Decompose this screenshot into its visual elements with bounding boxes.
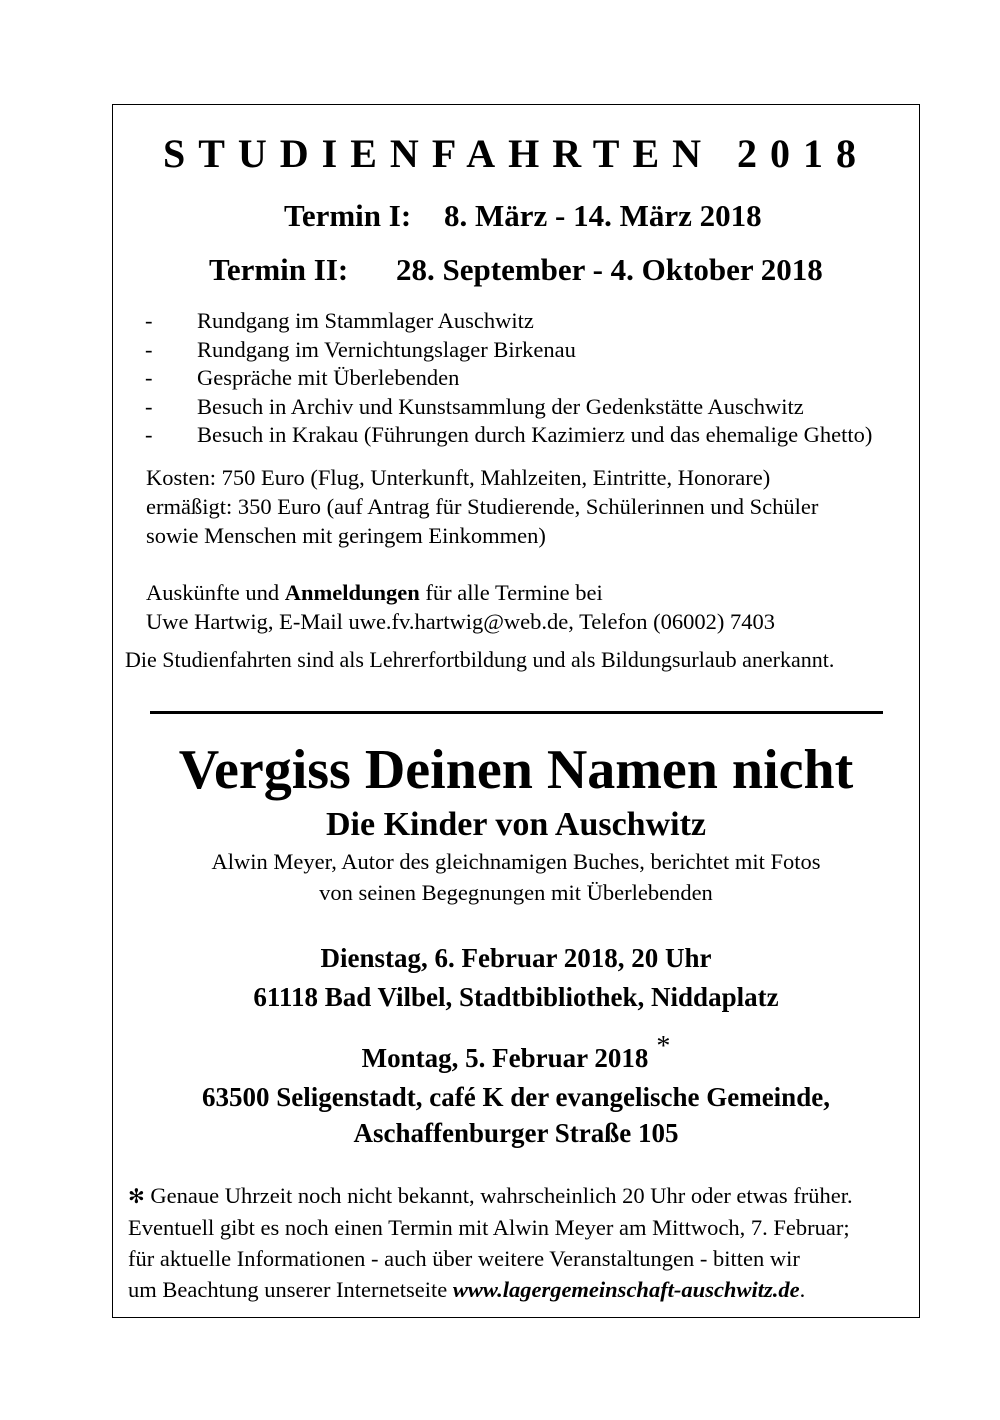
contact-line-1 bbox=[146, 578, 775, 607]
termin-2-dates: 28. September - 4. Oktober 2018 bbox=[396, 252, 823, 287]
list-item bbox=[145, 421, 872, 450]
termin-2 bbox=[209, 252, 823, 288]
list-item-text: Besuch in Krakau (Führungen durch Kazimierz und das ehemalige Ghetto) bbox=[197, 422, 873, 447]
list-dash: - bbox=[145, 422, 153, 447]
costs-paragraph bbox=[146, 463, 818, 550]
list-dash: - bbox=[145, 308, 153, 333]
event-1-date: Dienstag, 6. Februar 2018, 20 Uhr bbox=[320, 943, 712, 973]
asterisk-icon: ✻ bbox=[128, 1184, 145, 1208]
event-description-line-1: Alwin Meyer, Autor des gleichnamigen Buches, berichtet mit Fotos bbox=[211, 849, 821, 874]
event-1-place: 61118 Bad Vilbel, Stadtbibliothek, Niddaplatz bbox=[253, 982, 779, 1012]
footnote-line-4-suffix: . bbox=[799, 1277, 806, 1302]
list-dash: - bbox=[145, 393, 153, 419]
contact-registration: Anmeldungen bbox=[284, 580, 420, 605]
event-2-place-line-1: 63500 Seligenstadt, café K der evangelische Gemeinde, bbox=[202, 1082, 830, 1112]
list-item bbox=[145, 336, 872, 365]
section-divider bbox=[150, 711, 883, 714]
event-headline: Vergiss Deinen Namen nicht bbox=[178, 739, 854, 801]
costs-line-1: Kosten: 750 Euro (Flug, Unterkunft, Mahlzeiten, Eintritte, Honorare) bbox=[146, 465, 771, 490]
list-item bbox=[145, 307, 872, 336]
program-list bbox=[145, 307, 872, 450]
costs-line-2: ermäßigt: 350 Euro (auf Antrag für Studierende, Schülerinnen und Schüler bbox=[146, 494, 819, 519]
footnote-line-4 bbox=[128, 1274, 853, 1305]
list-item-text: Besuch in Archiv und Kunstsammlung der Gedenkstätte Auschwitz bbox=[197, 393, 804, 419]
list-item-text: Gespräche mit Überlebenden bbox=[197, 365, 460, 390]
list-dash: - bbox=[145, 336, 153, 362]
list-item bbox=[145, 364, 872, 393]
costs-line-3: sowie Menschen mit geringem Einkommen) bbox=[146, 523, 546, 548]
footnote-line-1 bbox=[128, 1180, 853, 1212]
list-item-text: Rundgang im Vernichtungslager Birkenau bbox=[197, 336, 576, 362]
contact-suffix: für alle Termine bei bbox=[419, 580, 603, 605]
footnote-line-1-text: Genaue Uhrzeit noch nicht bekannt, wahrscheinlich 20 Uhr oder etwas früher. bbox=[144, 1183, 853, 1208]
termin-2-label: Termin II: bbox=[209, 252, 349, 287]
footnote bbox=[128, 1180, 853, 1305]
contact-prefix: Auskünfte und bbox=[146, 580, 285, 605]
list-item-text: Rundgang im Stammlager Auschwitz bbox=[197, 308, 534, 333]
asterisk-marker: * bbox=[656, 1031, 671, 1062]
termin-1-label: Termin I: bbox=[284, 198, 412, 233]
termin-1 bbox=[284, 198, 762, 234]
contact-paragraph bbox=[146, 578, 775, 636]
footnote-line-4-prefix: um Beachtung unserer Internetseite bbox=[128, 1277, 453, 1302]
event-2-place-line-2: Aschaffenburger Straße 105 bbox=[353, 1118, 679, 1148]
recognition-note: Die Studienfahrten sind als Lehrerfortbildung und als Bildungsurlaub anerkannt. bbox=[125, 647, 835, 672]
contact-line-2: Uwe Hartwig, E-Mail uwe.fv.hartwig@web.de, Telefon (06002) 7403 bbox=[146, 609, 775, 634]
page-title: STUDIENFAHRTEN 2018 bbox=[162, 131, 870, 176]
footnote-line-2: Eventuell gibt es noch einen Termin mit Alwin Meyer am Mittwoch, 7. Februar; bbox=[128, 1215, 850, 1240]
event-description-line-2: von seinen Begegnungen mit Überlebenden bbox=[319, 880, 713, 905]
event-2-date bbox=[112, 1031, 920, 1075]
termin-1-dates: 8. März - 14. März 2018 bbox=[444, 198, 762, 233]
list-dash: - bbox=[145, 365, 153, 390]
list-item bbox=[145, 393, 872, 422]
footnote-line-3: für aktuelle Informationen - auch über weitere Veranstaltungen - bitten wir bbox=[128, 1246, 800, 1271]
event-2-date-text: Montag, 5. Februar 2018 bbox=[361, 1043, 649, 1073]
website-link[interactable]: www.lagergemeinschaft-auschwitz.de bbox=[452, 1277, 800, 1302]
event-subtitle: Die Kinder von Auschwitz bbox=[325, 806, 706, 843]
